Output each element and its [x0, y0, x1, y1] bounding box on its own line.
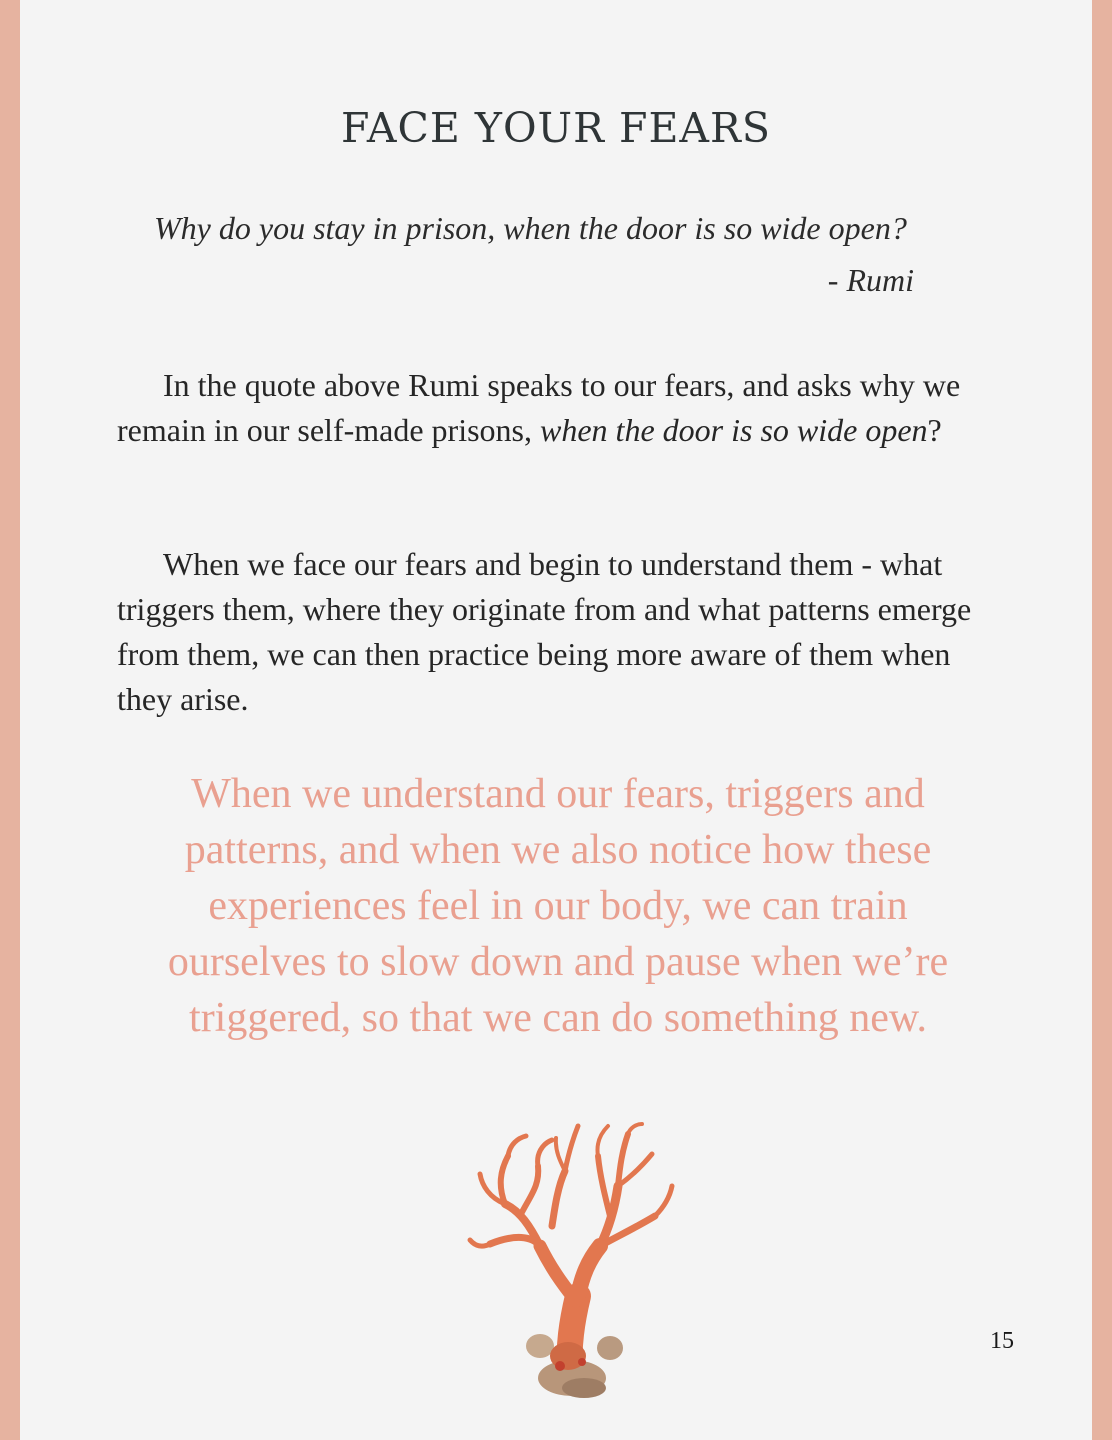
page: [20, 0, 1092, 1440]
paragraph-1-text: In the quote above Rumi speaks to our fears, and asks why we remain in our self-made prisons,: [117, 367, 961, 448]
paragraph-1-emphasis: when the door is so wide open: [540, 412, 928, 448]
paragraph-1-end: ?: [927, 412, 942, 448]
pull-quote: When we understand our fears, triggers and patterns, and when we also notice how these experiences feel in our body, we can train ourselves to slow down and pause when we’re triggered, so that we can do something new.: [167, 771, 949, 1041]
epigraph-author: - Rumi: [827, 262, 914, 298]
epigraph-quote: Why do you stay in prison, when the door is so wide open?: [154, 210, 907, 246]
page-title: FACE YOUR FEARS: [341, 104, 771, 152]
body-paragraph-1: [117, 363, 1007, 453]
page-number: 15: [990, 1328, 1014, 1354]
coral-illustration: [460, 1116, 680, 1406]
body-paragraph-2: When we face our fears and begin to understand them - what triggers them, where they originate from and what patterns emerge from them, we can then practice being more aware of them when they arise.: [117, 546, 972, 717]
